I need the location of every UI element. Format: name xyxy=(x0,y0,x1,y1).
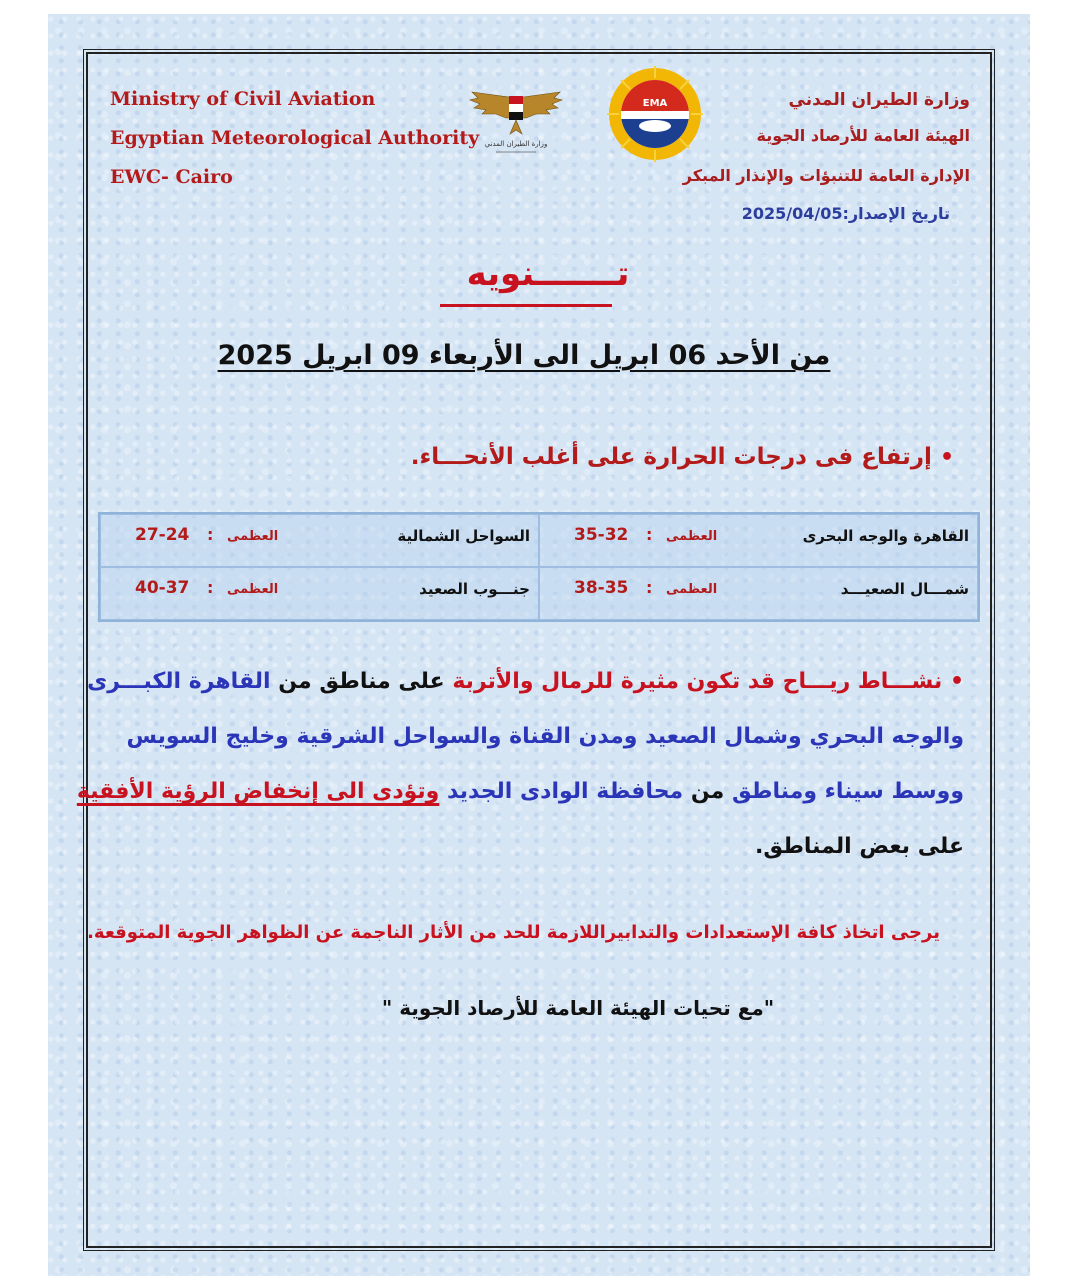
new-valley-text: محافظة الوادى الجديد xyxy=(447,779,684,804)
temperature-range: 27-24 xyxy=(135,525,190,545)
authority-name-en: Egyptian Meteorological Authority xyxy=(110,127,480,149)
ema-sun-logo xyxy=(605,64,705,164)
temperature-range: 35-32 xyxy=(574,525,629,545)
wind-line-3 xyxy=(76,764,964,819)
wind-warning-paragraph xyxy=(76,654,964,874)
temperature-range: 38-35 xyxy=(574,578,629,598)
colon: : xyxy=(646,578,653,597)
ministry-name-ar: وزارة الطيران المدني xyxy=(788,90,970,110)
max-label: العظمى xyxy=(666,529,718,544)
title-underline xyxy=(440,304,612,307)
bullet-dot: • xyxy=(939,445,954,470)
from-text: من xyxy=(690,779,725,804)
greater-cairo-text: القاهرة الكبـــرى xyxy=(87,669,271,694)
table-cell-north-coast xyxy=(100,514,539,567)
issue-date: تاريخ الإصدار:2025/04/05 xyxy=(741,204,950,223)
forecast-period: من الأحد 06 ابريل الى الأربعاء 09 ابريل 2025 xyxy=(217,340,831,371)
table-cell-north-upper-egypt xyxy=(539,567,978,620)
civil-aviation-wings-logo xyxy=(466,84,566,160)
department-name-ar: الإدارة العامة للتنبؤات والإنذار المبكر xyxy=(682,166,970,185)
region-name: جنـــوب الصعيد xyxy=(419,580,530,598)
some-areas-text: على بعض المناطق. xyxy=(755,834,964,859)
table-cell-cairo-delta xyxy=(539,514,978,567)
region-name: شمـــال الصعيـــد xyxy=(840,580,969,598)
wind-line-1 xyxy=(87,654,964,709)
temperature-range: 40-37 xyxy=(135,578,190,598)
max-label: العظمى xyxy=(227,582,279,597)
bullet-dot: • xyxy=(949,669,964,694)
colon: : xyxy=(646,525,653,544)
temperature-headline-row xyxy=(411,444,954,470)
sinai-text: ووسط سيناء ومناطق xyxy=(731,779,964,804)
center-name-en: EWC- Cairo xyxy=(110,166,233,188)
page-border-frame xyxy=(86,52,992,1248)
max-label: العظمى xyxy=(227,529,279,544)
colon: : xyxy=(207,578,214,597)
closing-greeting: "مع تحيات الهيئة العامة للأرصاد الجوية " xyxy=(381,996,775,1020)
wind-regions-line: والوجه البحري وشمال الصعيد ومدن القناة والسواحل الشرقية وخليج السويس xyxy=(126,724,964,749)
ministry-name-en: Ministry of Civil Aviation xyxy=(110,88,376,110)
wind-activity-text: نشـــاط ريـــاح قد تكون مثيرة للرمال والأتربة xyxy=(452,669,943,694)
wings-logo-caption: وزارة الطيران المدني xyxy=(484,140,548,148)
ema-logo-label: EMA xyxy=(642,98,668,109)
bulletin-page xyxy=(48,14,1030,1276)
temperature-table xyxy=(98,512,980,622)
visibility-warning-text: وتؤدى الى إنخفاض الرؤية الأفقية xyxy=(76,779,440,804)
max-label: العظمى xyxy=(666,582,718,597)
region-name: القاهرة والوجه البحرى xyxy=(802,527,969,545)
authority-name-ar: الهيئة العامة للأرصاد الجوية xyxy=(756,126,970,145)
region-name: السواحل الشمالية xyxy=(397,527,530,545)
table-cell-south-upper-egypt xyxy=(100,567,539,620)
notice-title: تـــــــنويه xyxy=(466,254,630,294)
temperature-headline: إرتفاع فى درجات الحرارة على أغلب الأنحـــاء. xyxy=(410,444,932,470)
colon: : xyxy=(207,525,214,544)
wind-connector-text: على مناطق من xyxy=(278,669,445,694)
advice-note: يرجى اتخاذ كافة الإستعدادات والتدابيراللازمة للحد من الأثار الناجمة عن الظواهر الجوية المتوقعة. xyxy=(87,922,940,943)
